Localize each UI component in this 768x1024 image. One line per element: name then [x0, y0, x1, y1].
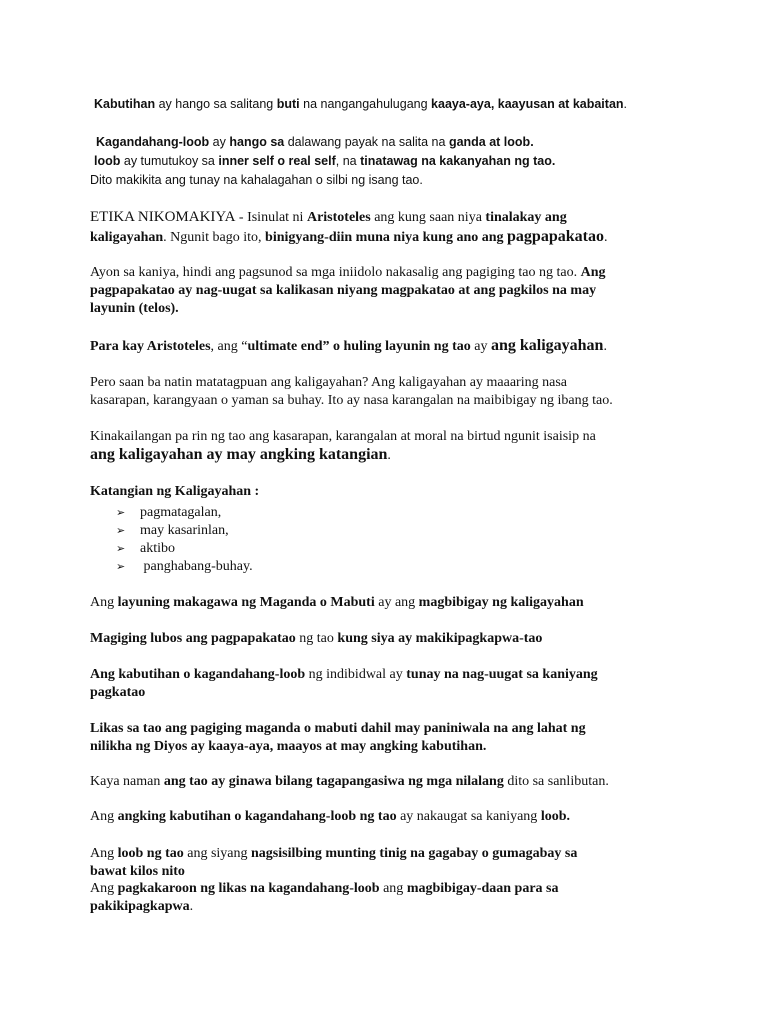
paragraph-loob-definition: [94, 152, 555, 170]
text-run: Aristoteles: [306, 210, 371, 225]
text-run: Ang: [90, 881, 118, 896]
text-run: Ayon sa kaniya, hindi ang pagsunod sa mga iniidolo nakasalig ang pagiging tao ng tao.: [90, 265, 581, 280]
text-run: ang kaligayahan: [490, 337, 604, 354]
bullet-arrow-icon: ➢: [116, 561, 126, 573]
text-run: Ang: [580, 265, 606, 280]
bullet-arrow-icon: ➢: [116, 543, 126, 555]
text-run: ang tao ay ginawa bilang tagapangasiwa ng mga nilalang: [163, 774, 504, 789]
text-run: layunin (telos).: [90, 301, 179, 316]
kinakailangan-line-1: [90, 428, 596, 446]
text-run: ng indibidwal ay: [305, 667, 407, 682]
kabutihan-line-2: [90, 684, 145, 702]
para-kay-aristoteles: [90, 337, 607, 356]
paragraph-kagandahang-loob-definition: [96, 133, 534, 151]
list-item-label: aktibo: [140, 541, 175, 556]
text-run: Magiging lubos ang pagpapakatao: [90, 631, 296, 646]
text-run: kasarapan, karangyaan o yaman sa buhay. Ito ay nasa karangalan na maibibigay ng ibang tao.: [90, 393, 613, 408]
pagkakaroon-line-1: [90, 880, 559, 898]
text-run: magbibigay-daan para sa: [406, 881, 559, 896]
text-run: tinatawag na kakanyahan ng tao.: [360, 154, 556, 168]
list-item-label: may kasarinlan,: [140, 523, 229, 538]
pero-line-1: [90, 374, 567, 392]
text-run: ay ang: [374, 595, 419, 610]
likas-line-1: [90, 720, 586, 738]
text-run: Ang kabutihan o kagandahang-loob: [90, 667, 306, 682]
ayon-line-3: [90, 300, 179, 318]
text-run: , na: [335, 154, 361, 168]
text-run: - Isinulat ni: [235, 210, 307, 225]
text-run: ay: [209, 135, 230, 149]
list-item-label: pagmatagalan,: [140, 505, 222, 520]
likas-line-2: [90, 738, 486, 756]
text-run: angking kabutihan o kagandahang-loob ng tao: [117, 809, 397, 824]
text-run: .: [623, 97, 628, 111]
text-run: Kinakailangan pa rin ng tao ang kasarapan, karangalan at moral na birtud ngunit isaisip na: [90, 429, 596, 444]
text-run: kaligayahan: [90, 230, 164, 245]
ayon-line-1: [90, 264, 605, 282]
text-run: loob.: [540, 809, 570, 824]
ang-layunin: [90, 594, 584, 612]
list-item: [116, 504, 253, 522]
text-run: tunay na nag-uugat sa kaniyang: [406, 667, 598, 682]
text-run: Ang: [90, 809, 118, 824]
text-run: pakikipagkapwa: [90, 899, 190, 914]
pagkakaroon-line-2: [90, 898, 193, 916]
text-run: na nangangahulugang: [299, 97, 432, 111]
text-run: Pero saan ba natin matatagpuan ang kaligayahan? Ang kaligayahan ay maaaring nasa: [90, 375, 567, 390]
text-run: binigyang-diin muna niya kung ano ang: [265, 230, 508, 245]
text-run: Kabutihan: [94, 97, 156, 111]
bullet-arrow-icon: ➢: [116, 507, 126, 519]
text-run: loob: [94, 154, 121, 168]
paragraph-kabutihan-definition: [94, 95, 627, 113]
text-run: pagkakaroon ng likas na kagandahang-loob: [117, 881, 380, 896]
text-run: pagpapakatao: [507, 228, 604, 245]
kabutihan-line-1: [90, 666, 598, 684]
text-run: nilikha ng Diyos ay kaaya-aya, maayos at may angking kabutihan.: [90, 739, 487, 754]
text-run: Kagandahang-loob: [96, 135, 210, 149]
text-run: ng tao: [295, 631, 338, 646]
list-item: [116, 540, 253, 558]
text-run: ang siyang: [183, 846, 252, 861]
text-run: ang: [379, 881, 407, 896]
loob-line-2: [90, 863, 185, 881]
text-run: buti: [276, 97, 300, 111]
list-item: [116, 522, 253, 540]
text-run: Dito makikita ang tunay na kahalagahan o silbi ng isang tao.: [90, 173, 423, 187]
text-run: pagkatao: [90, 685, 146, 700]
text-run: ay hango sa salitang: [155, 97, 277, 111]
text-run: ETIKA NIKOMAKIYA: [90, 209, 236, 225]
text-run: bawat kilos nito: [90, 864, 185, 879]
ayon-line-2: [90, 282, 596, 300]
katangian-list: [116, 504, 253, 576]
text-run: . Ngunit bago ito,: [163, 230, 266, 245]
text-run: layuning makagawa ng Maganda o Mabuti: [117, 595, 375, 610]
text-run: hango sa: [229, 135, 285, 149]
text-run: , ang “: [210, 339, 248, 354]
text-run: dito sa sanlibutan.: [503, 774, 609, 789]
text-run: dalawang payak na salita na: [284, 135, 449, 149]
magiging-lubos: [90, 630, 542, 648]
text-run: Ang: [90, 595, 118, 610]
text-run: ang kung saan niya: [370, 210, 486, 225]
text-run: magbibigay ng kaligayahan: [418, 595, 584, 610]
text-run: inner self o real self: [218, 154, 336, 168]
text-run: kaaya-aya, kaayusan at kabaitan: [431, 97, 624, 111]
text-run: nagsisilbing munting tinig na gagabay o gumagabay sa: [251, 846, 578, 861]
text-run: ay tumutukoy sa: [120, 154, 219, 168]
katangian-heading: Katangian ng Kaligayahan :: [90, 484, 260, 499]
text-run: .: [603, 339, 607, 354]
text-run: ay nakaugat sa kaniyang: [396, 809, 541, 824]
angking-kabutihan: [90, 808, 570, 826]
loob-line-1: [90, 845, 577, 863]
text-run: tinalakay ang: [485, 210, 567, 225]
bullet-arrow-icon: ➢: [116, 525, 126, 537]
etika-nikomakiya-line-2: [90, 228, 607, 247]
text-run: ay: [470, 339, 491, 354]
list-item: [116, 558, 253, 576]
text-run: Likas sa tao ang pagiging maganda o mabuti dahil may paniniwala na ang lahat ng: [90, 721, 586, 736]
text-run: ganda at loob.: [448, 135, 534, 149]
kaya-naman: [90, 773, 609, 791]
list-item-label: panghabang-buhay.: [140, 559, 253, 574]
etika-nikomakiya-line-1: [90, 208, 567, 227]
text-run: Kaya naman: [90, 774, 164, 789]
text-run: kung siya ay makikipagkapwa-tao: [337, 631, 543, 646]
text-run: Para kay Aristoteles: [90, 339, 211, 354]
text-run: loob ng tao: [117, 846, 184, 861]
text-run: .: [387, 448, 391, 463]
kinakailangan-line-2: [90, 446, 391, 465]
text-run: ang kaligayahan ay may angking katangian: [90, 446, 388, 463]
paragraph-kahalagahan: [90, 171, 423, 189]
pero-line-2: [90, 392, 613, 410]
text-run: pagpapakatao ay nag-uugat sa kalikasan niyang magpakatao at ang pagkilos na may: [90, 283, 597, 298]
text-run: Ang: [90, 846, 118, 861]
text-run: ultimate end” o huling layunin ng tao: [247, 339, 471, 354]
text-run: .: [603, 230, 608, 245]
text-run: .: [189, 899, 194, 914]
